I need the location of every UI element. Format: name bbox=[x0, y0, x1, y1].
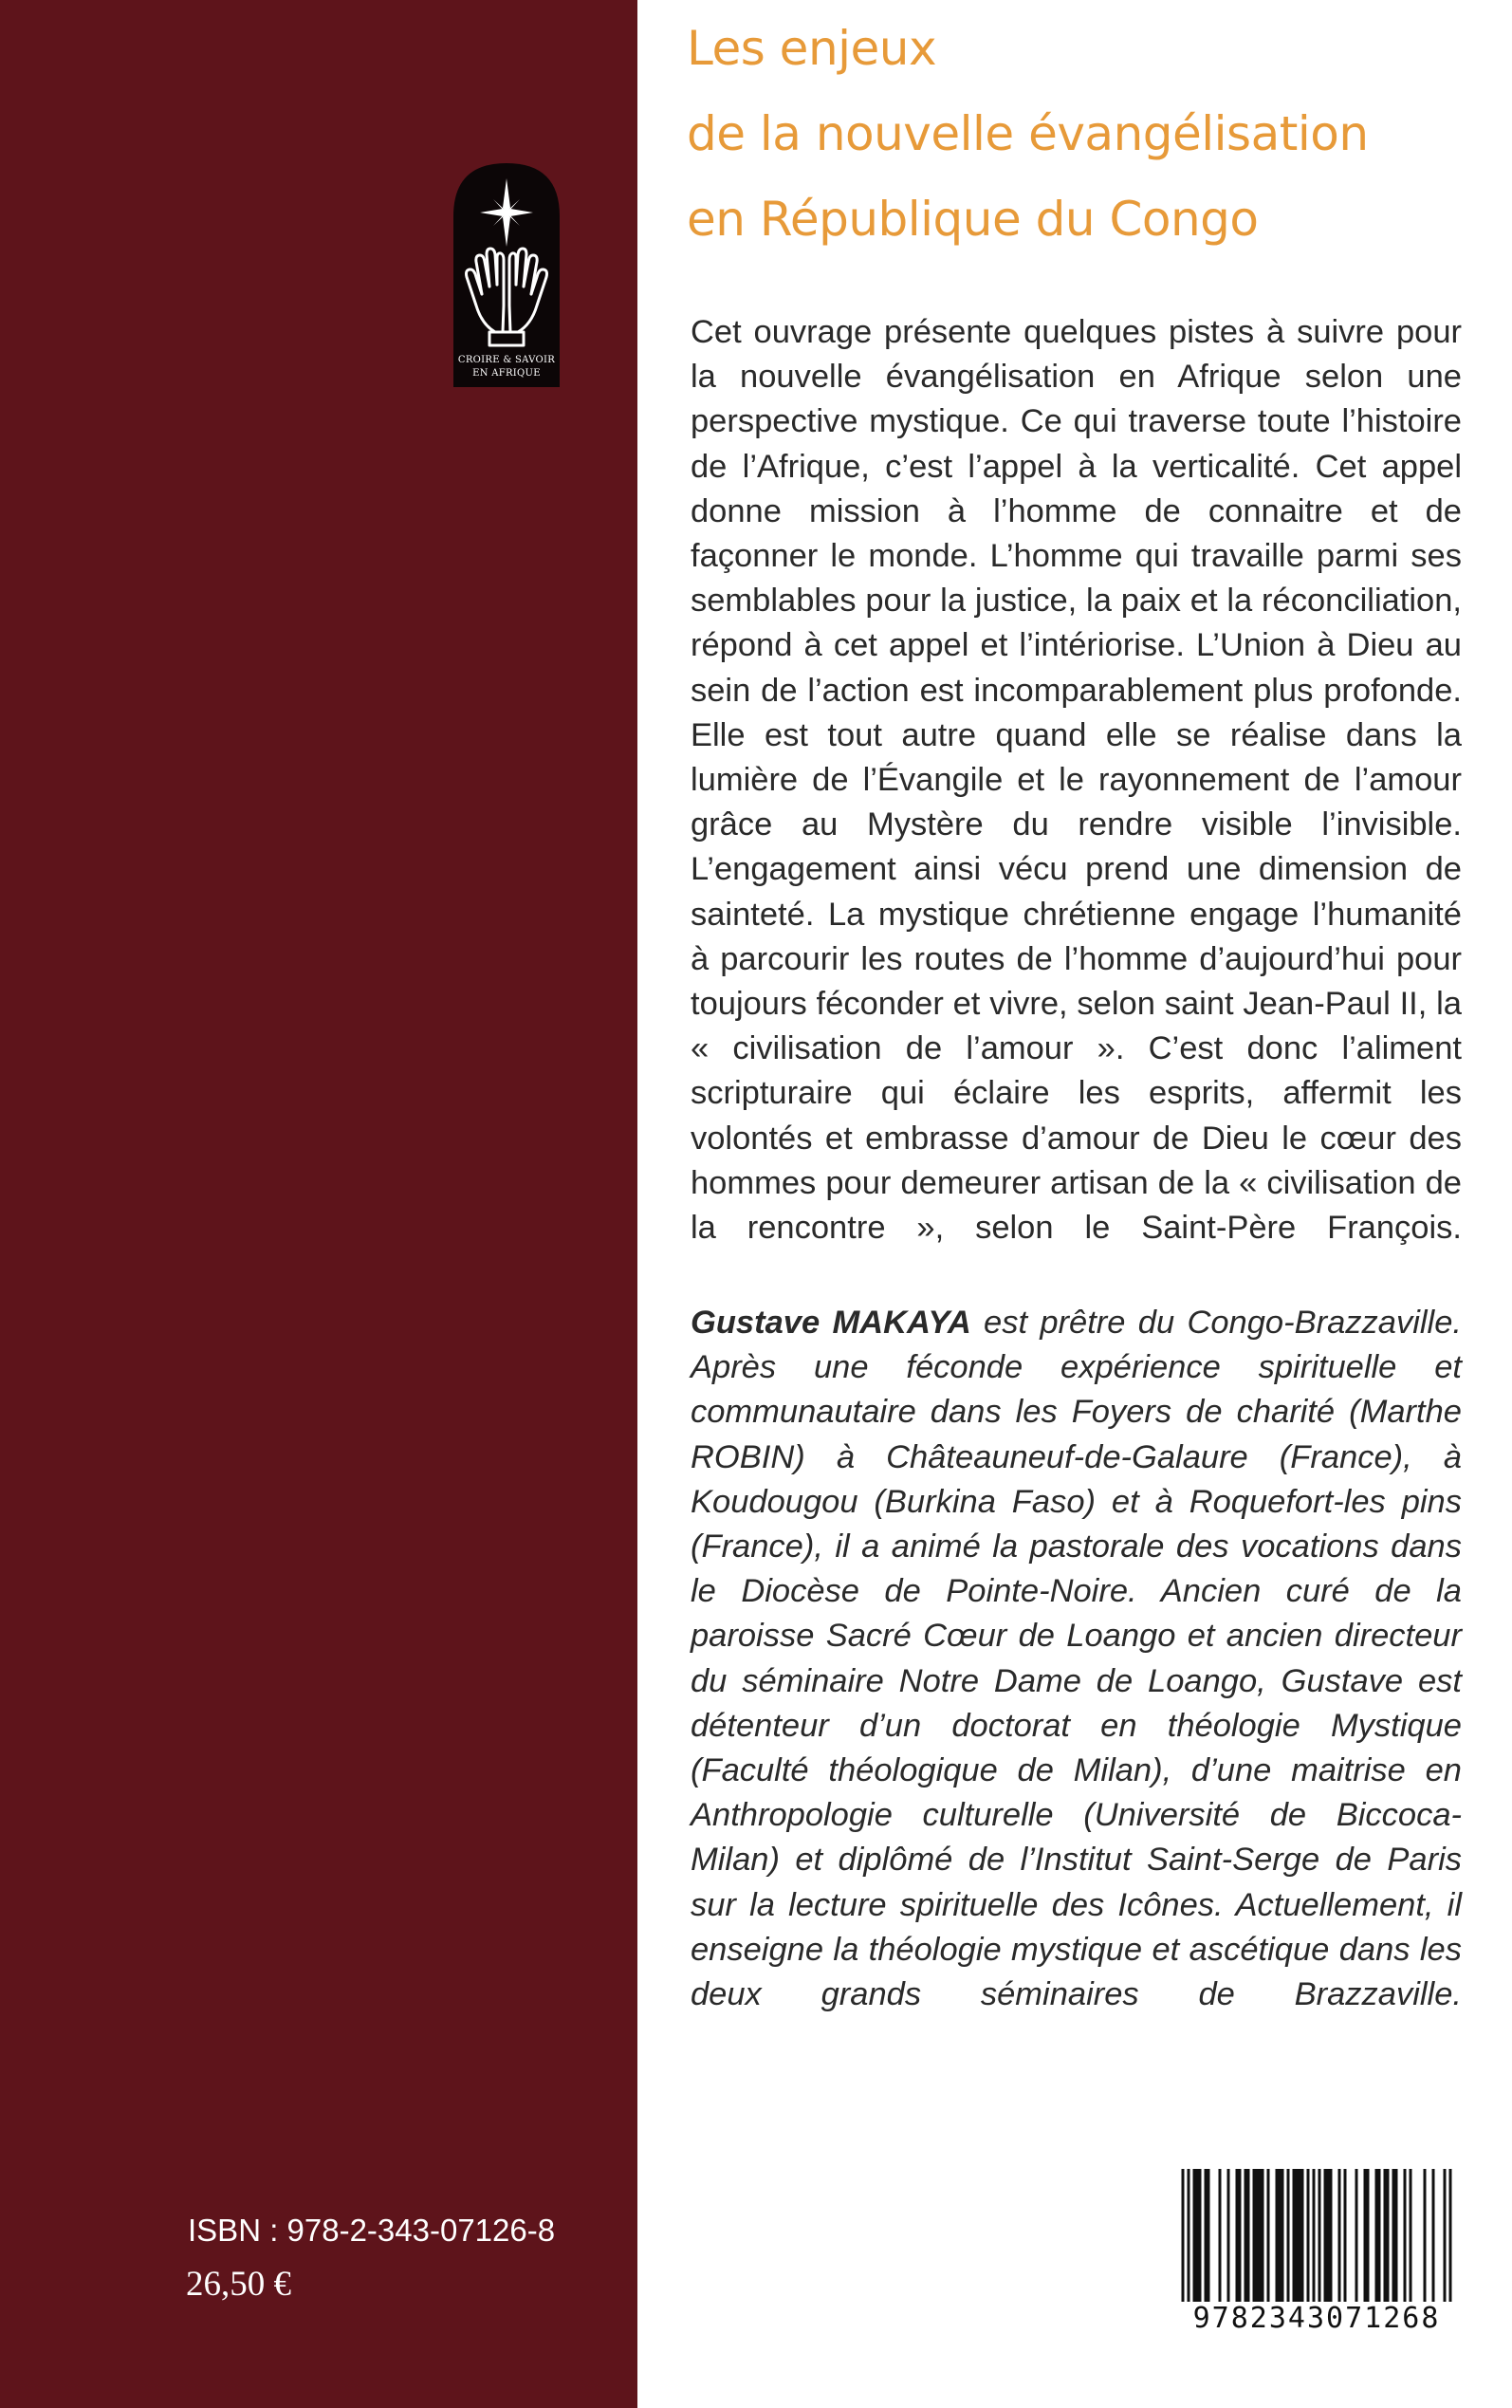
barcode-bar bbox=[1208, 2169, 1210, 2302]
title-line: de la nouvelle évangélisation bbox=[687, 106, 1369, 161]
barcode-bar bbox=[1318, 2169, 1321, 2302]
barcode-bar bbox=[1196, 2169, 1199, 2302]
isbn: ISBN : 978-2-343-07126-8 bbox=[188, 2213, 556, 2248]
barcode bbox=[1171, 2159, 1463, 2345]
barcode-bar bbox=[1205, 2169, 1208, 2302]
barcode-bar bbox=[1296, 2169, 1299, 2302]
barcode-bar bbox=[1395, 2169, 1398, 2302]
author-bio bbox=[691, 1301, 1462, 2017]
title-line: Les enjeux bbox=[687, 21, 937, 76]
barcode-bar bbox=[1432, 2169, 1435, 2302]
book-title bbox=[687, 6, 1369, 262]
barcode-bar bbox=[1375, 2169, 1378, 2302]
barcode-bar bbox=[1449, 2169, 1452, 2302]
barcode-bar bbox=[1282, 2169, 1284, 2302]
barcode-bar bbox=[1253, 2169, 1256, 2302]
barcode-bar bbox=[1378, 2169, 1381, 2302]
price: 26,50 € bbox=[186, 2265, 291, 2304]
barcode-bar bbox=[1199, 2169, 1202, 2302]
barcode-bar bbox=[1267, 2169, 1270, 2302]
barcode-bar bbox=[1330, 2169, 1333, 2302]
barcode-bar bbox=[1239, 2169, 1242, 2302]
barcode-bar bbox=[1299, 2169, 1301, 2302]
title-line: en République du Congo bbox=[687, 192, 1259, 247]
barcode-bar bbox=[1301, 2169, 1304, 2302]
barcode-bar bbox=[1367, 2169, 1370, 2302]
barcode-bar bbox=[1219, 2169, 1222, 2302]
author-bio-text: est prêtre du Congo-Brazzaville. Après une féconde expérience spirituelle et communautaire dans les Foyers de charité (Marthe ROBIN) à Châteauneuf-de-Galaure (France), à Koudougou (Burkina Faso) et à Roquefort-les pins (France), il a animé la pastorale des vocations dans le Diocèse de Pointe-Noire. Ancien curé de la paroisse Sacré Cœur de Loango et ancien directeur du séminaire Notre Dame de Loango, Gustave est détenteur d’un doctorat en théologie Mystique (Faculté théologique de Milan), d’une maitrise en Anthropologie culturelle (Université de Biccoca-Milan) et diplômé de l’Institut Saint-Serge de Paris sur la lecture spirituelle des Icônes. Actuellement, il enseigne la théologie mystique et ascétique dans les deux grands séminaires de Brazzaville. bbox=[691, 1305, 1462, 2013]
collection-logo bbox=[453, 163, 560, 387]
barcode-bar bbox=[1193, 2169, 1196, 2302]
barcode-bar bbox=[1444, 2169, 1447, 2302]
barcode-bar bbox=[1324, 2169, 1327, 2302]
barcode-bar bbox=[1188, 2169, 1190, 2302]
barcode-digits: 9782343071268 bbox=[1192, 2302, 1441, 2335]
barcode-bar bbox=[1327, 2169, 1330, 2302]
barcode-bar bbox=[1245, 2169, 1247, 2302]
logo-caption-line1: CROIRE & SAVOIR bbox=[457, 355, 556, 365]
barcode-bar bbox=[1262, 2169, 1264, 2302]
book-summary: Cet ouvrage présente quelques pistes à suivre pour la nouvelle évangélisation en Afrique selon une perspective mystique. Ce qui traverse toute l’histoire de l’Afrique, c’est l’appel à la verticalité. Cet appel donne mission à l’homme de connaitre et de façonner le monde. L’homme qui travaille parmi ses semblables pour la justice, la paix et la réconciliation, répond à cet appel et l’intériorise. L’Union à Dieu au sein de l’action est incomparablement plus profonde. Elle est tout autre quand elle se réalise dans la lumière de l’Évangile et le rayonnement de l’amour grâce au Mystère du rendre visible l’invisible. L’engagement ainsi vécu prend une dimension de sainteté. La mystique chrétienne engage l’humanité à parcourir les routes de l’homme d’aujourd’hui pour toujours féconder et vivre, selon saint Jean-Paul II, la « civilisation de l’amour ». C’est donc l’aliment scripturaire qui éclaire les esprits, affermit les volontés et embrasse d’amour de Dieu le cœur des hommes pour demeurer artisan de la « civilisation de la rencontre », selon le Saint-Père François. bbox=[691, 314, 1462, 1247]
left-panel bbox=[0, 0, 637, 2408]
barcode-bar bbox=[1247, 2169, 1250, 2302]
barcode-bar bbox=[1384, 2169, 1387, 2302]
barcode-bar bbox=[1287, 2169, 1290, 2302]
barcode-bar bbox=[1387, 2169, 1390, 2302]
logo-caption-line2: EN AFRIQUE bbox=[472, 368, 541, 379]
barcode-bar bbox=[1256, 2169, 1259, 2302]
barcode-bar bbox=[1364, 2169, 1367, 2302]
barcode-bar bbox=[1276, 2169, 1279, 2302]
barcode-bar bbox=[1227, 2169, 1230, 2302]
barcode-bar bbox=[1424, 2169, 1427, 2302]
barcode-bar bbox=[1404, 2169, 1407, 2302]
barcode-bar bbox=[1355, 2169, 1358, 2302]
barcode-bar bbox=[1313, 2169, 1316, 2302]
barcode-bar bbox=[1392, 2169, 1395, 2302]
praying-hands-star-icon bbox=[453, 163, 560, 387]
barcode-bars bbox=[1171, 2159, 1463, 2302]
barcode-bar bbox=[1236, 2169, 1239, 2302]
author-name: Gustave MAKAYA bbox=[691, 1305, 971, 1341]
barcode-bar bbox=[1182, 2169, 1185, 2302]
barcode-bar bbox=[1293, 2169, 1296, 2302]
barcode-bar bbox=[1259, 2169, 1262, 2302]
barcode-bar bbox=[1338, 2169, 1341, 2302]
barcode-bar bbox=[1410, 2169, 1412, 2302]
barcode-bar bbox=[1344, 2169, 1347, 2302]
barcode-bar bbox=[1279, 2169, 1282, 2302]
barcode-bar bbox=[1307, 2169, 1310, 2302]
